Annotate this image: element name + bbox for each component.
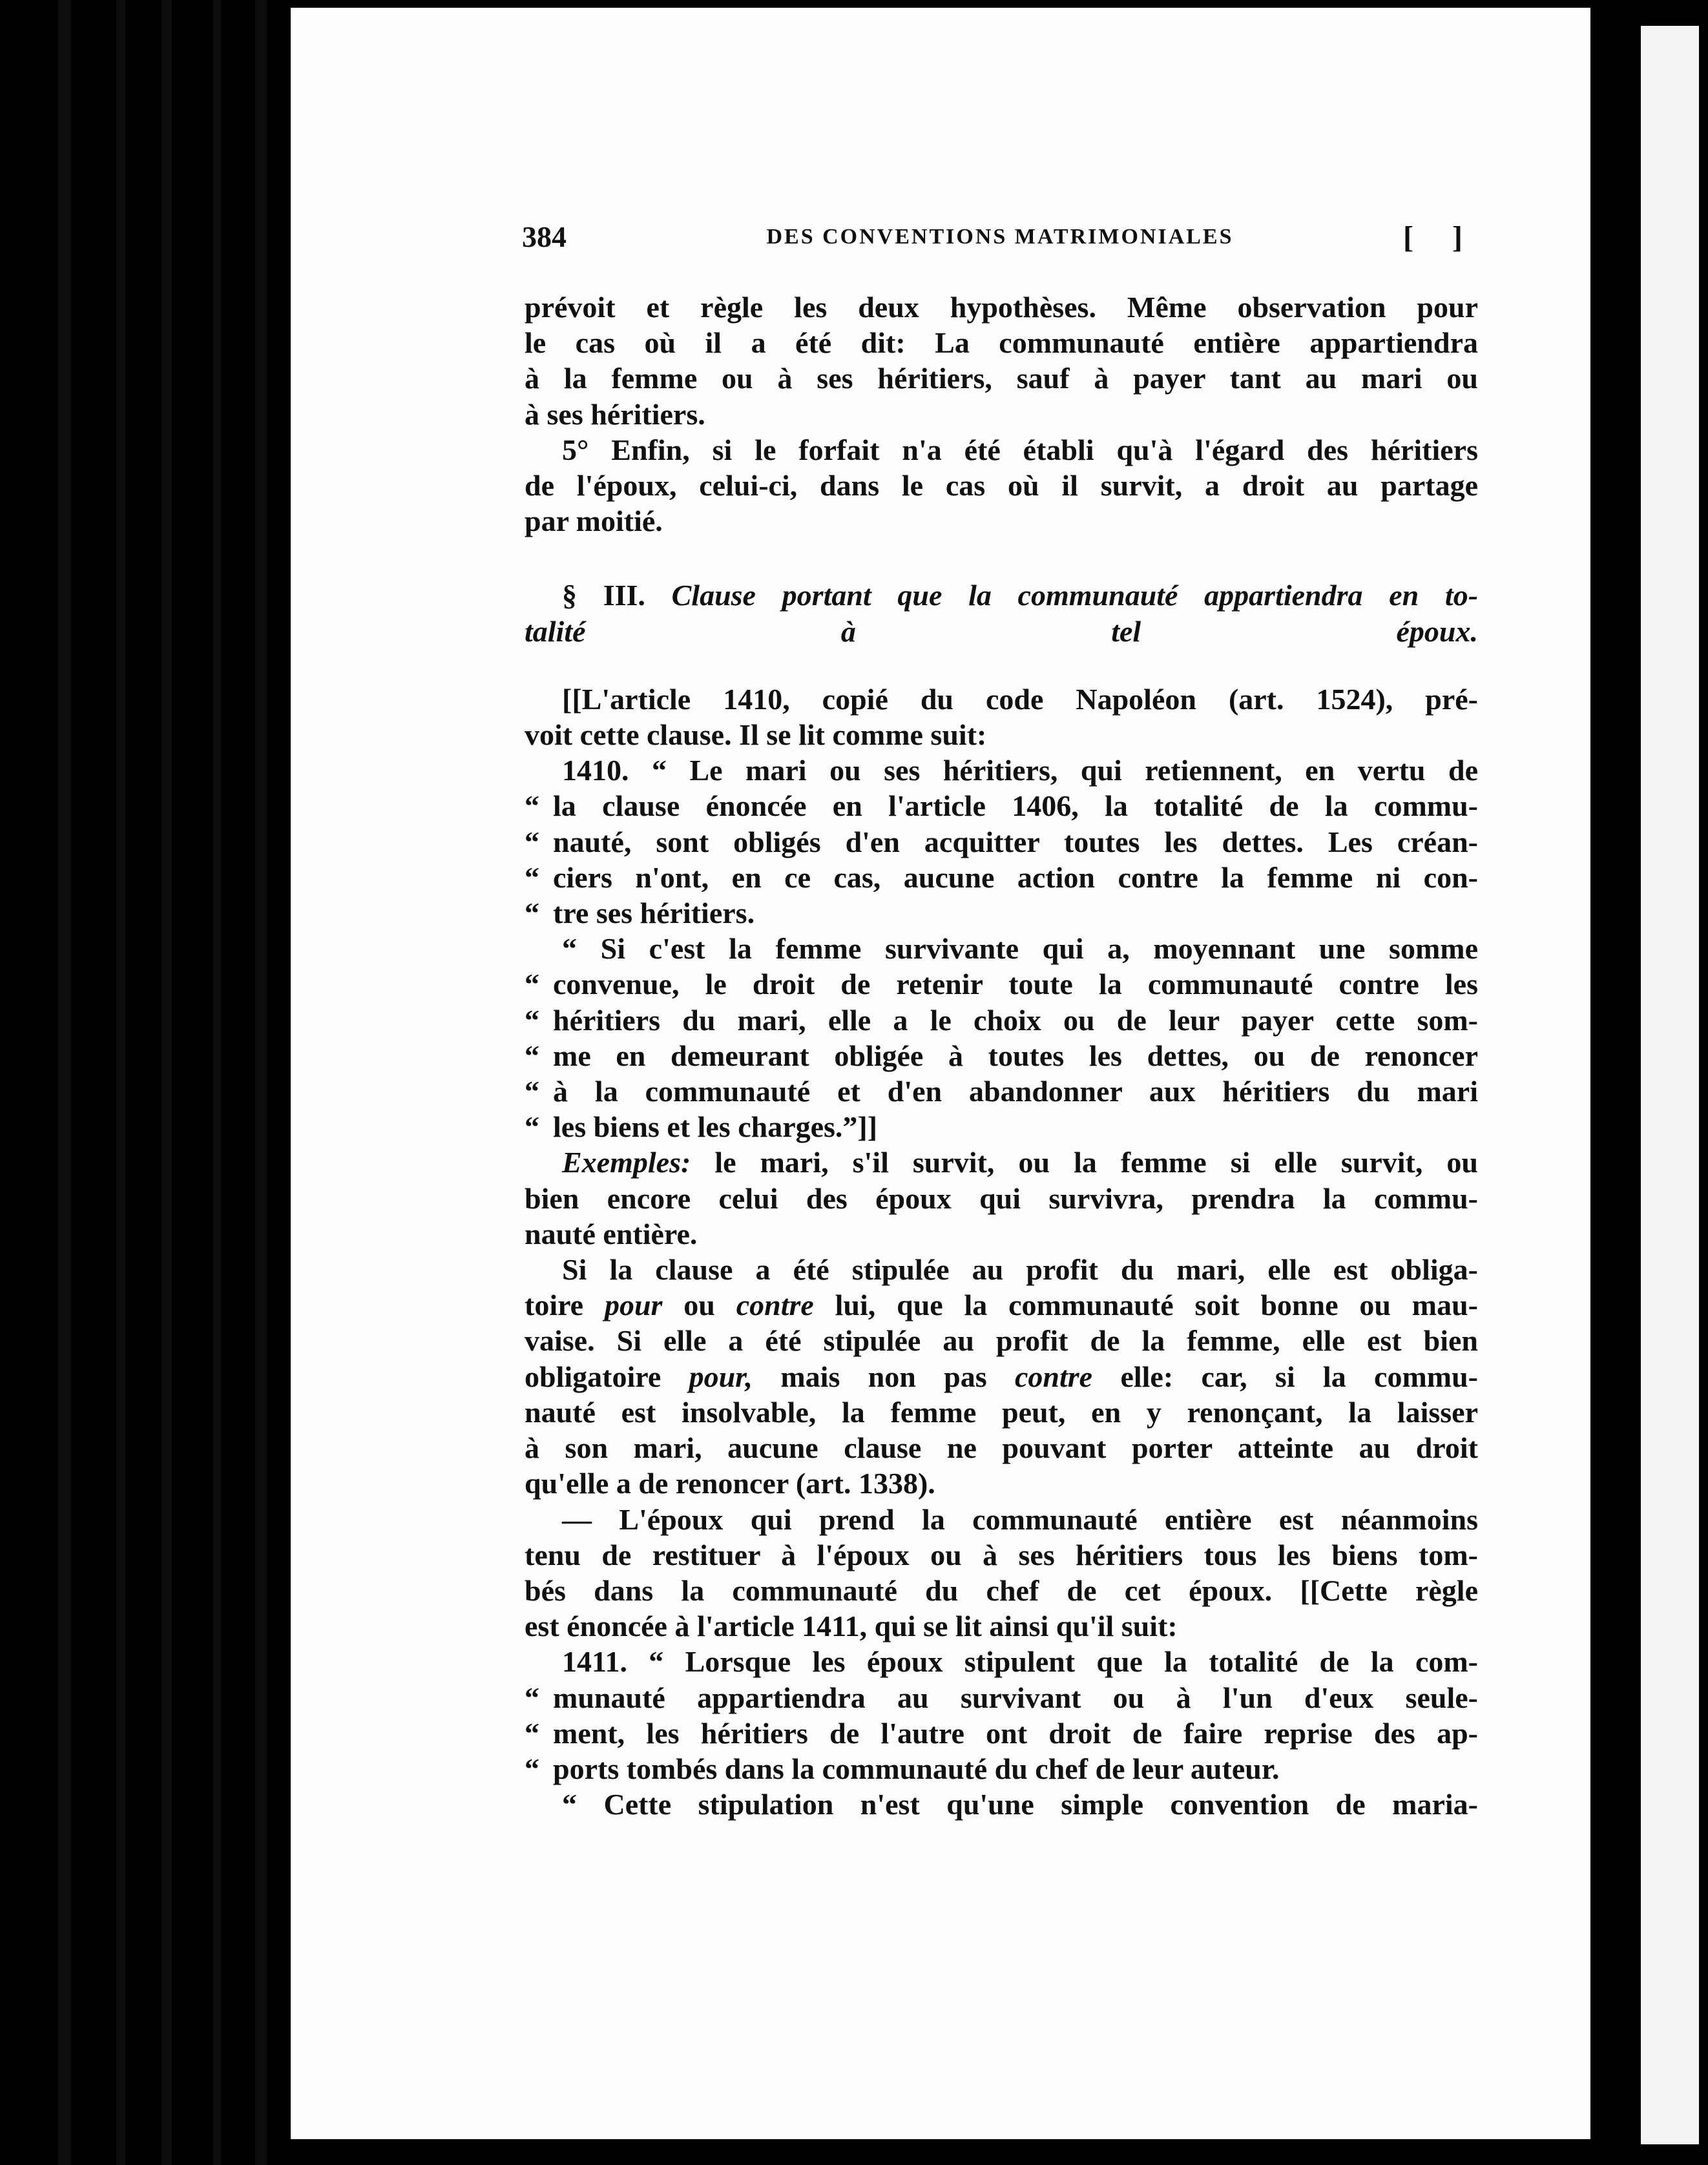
text-line: obligatoire pour, mais non pas contre elle: car, si la commu- <box>525 1360 1478 1393</box>
italic-word: contre <box>1015 1360 1093 1393</box>
text-line: voit cette clause. Il se lit comme suit: <box>525 718 987 752</box>
text-line: par moitié. <box>525 504 663 538</box>
text-line: qu'elle a de renoncer (art. 1338). <box>525 1467 935 1500</box>
text-line: à la femme ou à ses héritiers, sauf à payer tant au mari ou <box>525 362 1478 395</box>
quote-mark: “ <box>525 1681 539 1714</box>
text-line: prévoit et règle les deux hypothèses. Même observation pour <box>525 291 1478 324</box>
binding-edge <box>255 0 267 2165</box>
italic-word: contre <box>736 1289 814 1322</box>
text-line: ciers n'ont, en ce cas, aucune action contre la femme ni con- <box>553 860 1478 894</box>
text-line: bien encore celui des époux qui survivra, prendra la commu- <box>525 1181 1478 1215</box>
text-line: est énoncée à l'article 1411, qui se lit ainsi qu'il suit: <box>525 1610 1178 1643</box>
quoted-line <box>525 1715 1478 1751</box>
section-heading-cont <box>525 614 1478 649</box>
section-title-line2: talité à tel époux. <box>525 614 1478 648</box>
text-line: à la communauté et d'en abandonner aux héritiers du mari <box>553 1075 1478 1108</box>
text-line: les biens et les charges.”]] <box>553 1110 878 1144</box>
quoted-line <box>525 1073 1478 1109</box>
text-line: nauté, sont obligés d'en acquitter toutes les dettes. Les créan- <box>553 825 1478 858</box>
quote-mark: “ <box>525 860 539 894</box>
quoted-line <box>525 1038 1478 1073</box>
text-line: ment, les héritiers de l'autre ont droit de faire reprise des ap- <box>553 1716 1478 1750</box>
quoted-line <box>525 1002 1478 1038</box>
quote-mark: “ <box>525 789 539 823</box>
text-line: à son mari, aucune clause ne pouvant porter atteinte au droit <box>525 1431 1478 1465</box>
quote-mark: “ <box>525 1716 539 1750</box>
binding-edge <box>213 0 221 2165</box>
text-line: me en demeurant obligée à toutes les dettes, ou de renoncer <box>553 1039 1478 1072</box>
text-line: Exemples: le mari, s'il survit, ou la femme si elle survit, ou <box>562 1146 1478 1179</box>
text-line: ports tombés dans la communauté du chef de leur auteur. <box>553 1752 1280 1785</box>
quote-mark: “ <box>525 896 539 930</box>
section-title-line1: Clause portant que la communauté appartiendra en to- <box>671 579 1479 612</box>
quote-mark: “ <box>525 1039 539 1072</box>
quoted-line <box>525 824 1478 860</box>
header-bracket: [ ] <box>1403 220 1478 254</box>
facing-page-edge <box>1641 26 1699 2144</box>
text-line: Si la clause a été stipulée au profit du mari, elle est obliga- <box>562 1253 1478 1287</box>
section-symbol: § III. <box>562 579 645 612</box>
text-line: la clause énoncée en l'article 1406, la totalité de la commu- <box>553 789 1478 823</box>
quote-mark: “ <box>525 1075 539 1108</box>
text-line: “ Si c'est la femme survivante qui a, moyennant une somme <box>562 932 1478 966</box>
text-line: vaise. Si elle a été stipulée au profit de la femme, elle est bien <box>525 1324 1478 1358</box>
quote-mark: “ <box>525 825 539 858</box>
quoted-line <box>525 1751 1478 1787</box>
page-header <box>522 220 1478 265</box>
text-line: 1411. “ Lorsque les époux stipulent que la totalité de la com- <box>562 1645 1478 1679</box>
italic-word: pour <box>604 1289 663 1322</box>
binding-edge <box>116 0 125 2165</box>
text-line: tre ses héritiers. <box>553 896 755 930</box>
quote-mark: “ <box>525 1752 539 1785</box>
text-line: héritiers du mari, elle a le choix ou de leur payer cette som- <box>553 1003 1478 1037</box>
body-text <box>525 289 1478 1822</box>
quote-mark: “ <box>525 968 539 1001</box>
text-line: convenue, le droit de retenir toute la communauté contre les <box>553 968 1478 1001</box>
text-line: munauté appartiendra au survivant ou à l'un d'eux seule- <box>553 1681 1478 1714</box>
quoted-line <box>525 966 1478 1002</box>
text-line: 5° Enfin, si le forfait n'a été établi qu'à l'égard des héritiers <box>562 433 1478 466</box>
text-line: — L'époux qui prend la communauté entière est néanmoins <box>562 1502 1478 1536</box>
page-number: 384 <box>522 220 567 253</box>
running-title: DES CONVENTIONS MATRIMONIALES <box>766 225 1234 249</box>
text-line: nauté entière. <box>525 1217 698 1250</box>
quote-mark: “ <box>525 1003 539 1037</box>
text-line: de l'époux, celui-ci, dans le cas où il survit, a droit au partage <box>525 469 1478 502</box>
text-line: “ Cette stipulation n'est qu'une simple convention de maria- <box>562 1788 1478 1821</box>
quoted-line <box>525 860 1478 895</box>
italic-word: Exemples: <box>562 1146 691 1179</box>
quoted-line <box>525 1109 1478 1145</box>
quoted-line <box>525 895 1478 931</box>
quoted-line <box>525 1680 1478 1715</box>
binding-edge <box>161 0 172 2165</box>
text-line: bés dans la communauté du chef de cet époux. [[Cette règle <box>525 1573 1478 1607</box>
text-line: 1410. “ Le mari ou ses héritiers, qui retiennent, en vertu de <box>562 754 1478 787</box>
section-heading <box>525 577 1478 613</box>
binding-edge <box>58 0 71 2165</box>
text-line: [[L'article 1410, copié du code Napoléon (art. 1524), pré- <box>562 682 1478 716</box>
text-line: le cas où il a été dit: La communauté entière appartiendra <box>525 326 1478 360</box>
text-line: tenu de restituer à l'époux ou à ses héritiers tous les biens tom- <box>525 1538 1478 1571</box>
text-line: toire pour ou contre lui, que la communauté soit bonne ou mau- <box>525 1289 1478 1322</box>
text-line: nauté est insolvable, la femme peut, en y renonçant, la laisser <box>525 1395 1478 1429</box>
text-line: à ses héritiers. <box>525 397 705 431</box>
quote-mark: “ <box>525 1110 539 1144</box>
quoted-line <box>525 788 1478 824</box>
italic-word: pour, <box>689 1360 753 1393</box>
